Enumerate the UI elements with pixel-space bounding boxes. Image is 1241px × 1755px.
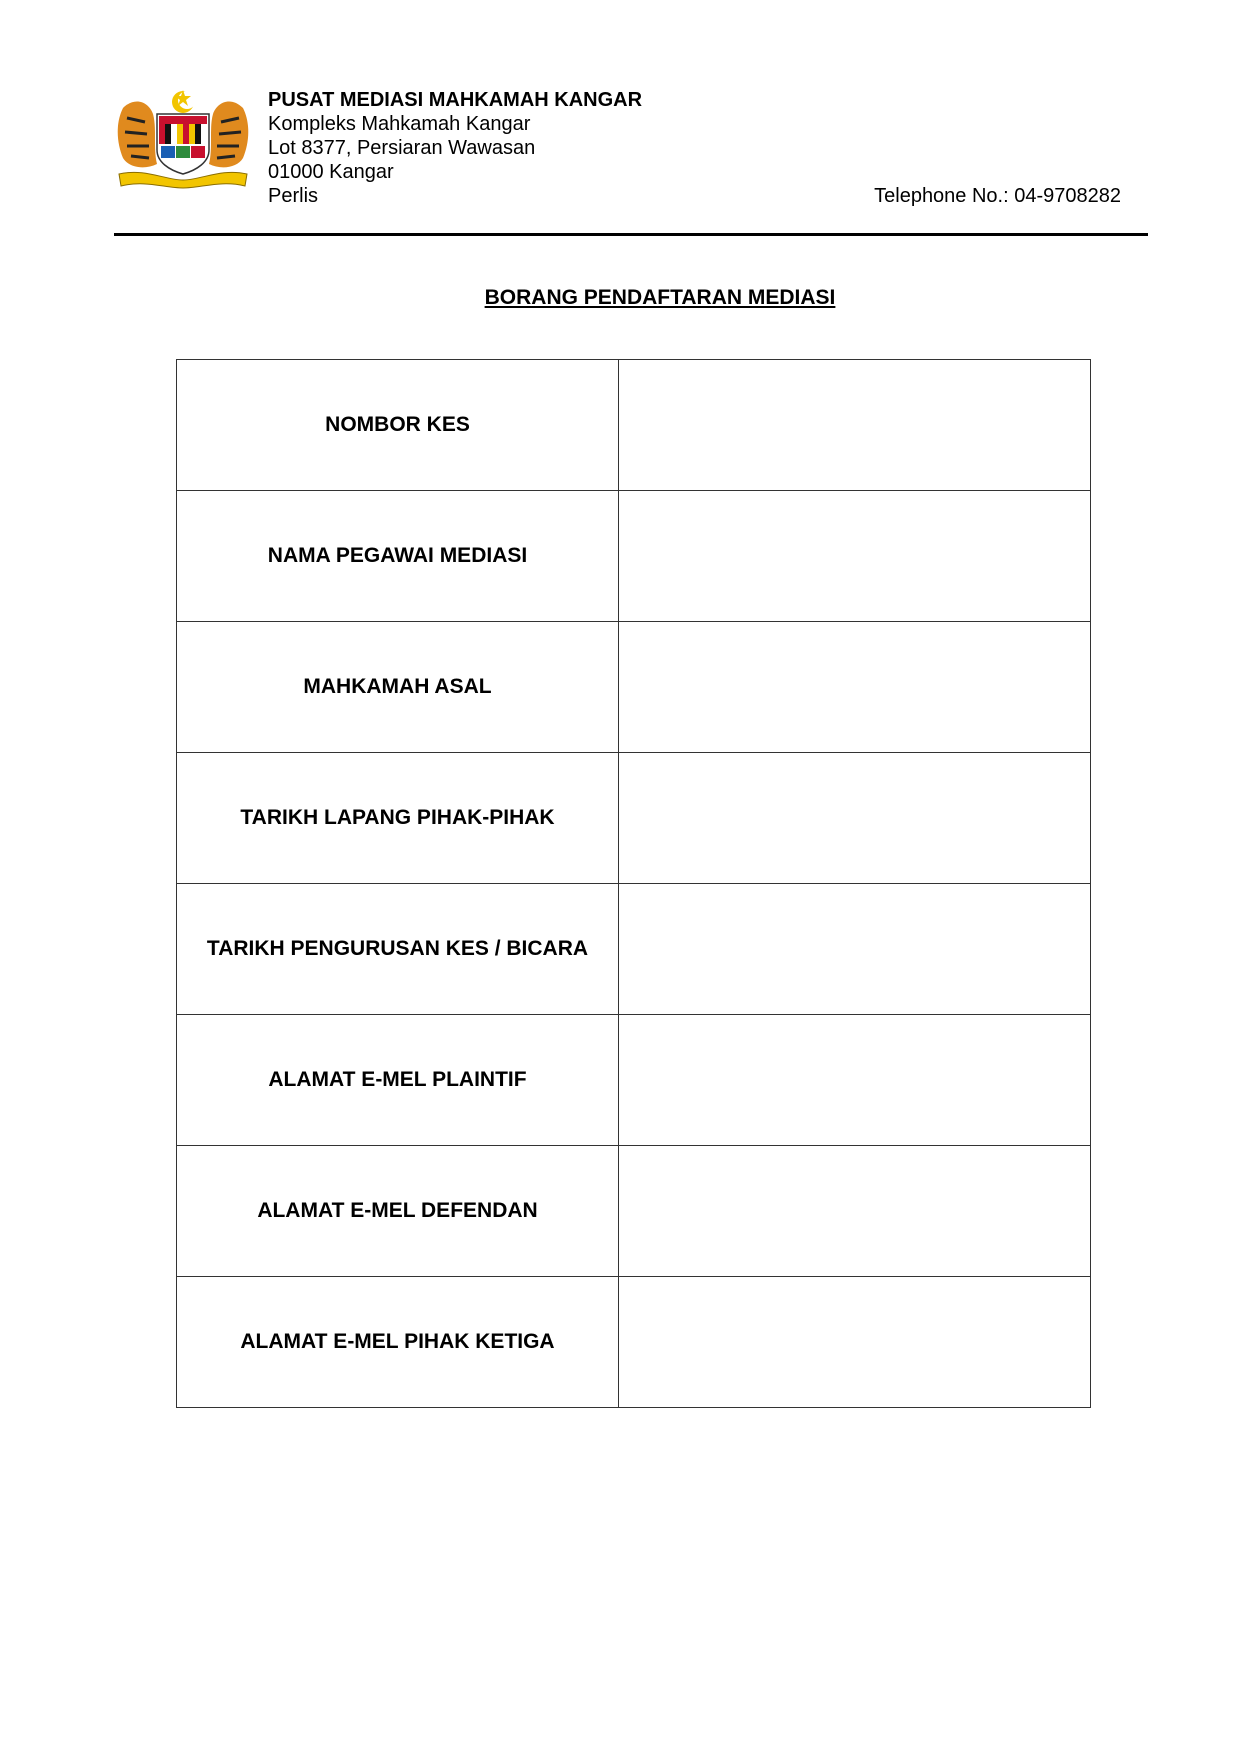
field-value-nama-pegawai-mediasi[interactable] — [619, 491, 1091, 622]
header-divider — [114, 233, 1148, 236]
field-label: NOMBOR KES — [177, 360, 619, 491]
field-label: TARIKH LAPANG PIHAK-PIHAK — [177, 753, 619, 884]
organization-name: PUSAT MEDIASI MAHKAMAH KANGAR — [268, 89, 643, 111]
address-line: Kompleks Mahkamah Kangar — [268, 113, 531, 135]
form-row — [177, 1277, 1091, 1408]
form-row — [177, 1015, 1091, 1146]
malaysia-coat-of-arms-logo — [115, 88, 251, 190]
form-row — [177, 753, 1091, 884]
telephone-number: Telephone No.: 04-9708282 — [874, 185, 1121, 207]
field-value-emel-plaintif[interactable] — [619, 1015, 1091, 1146]
field-value-tarikh-lapang[interactable] — [619, 753, 1091, 884]
form-title: BORANG PENDAFTARAN MEDIASI — [484, 286, 836, 309]
organization-address-block — [268, 88, 642, 208]
form-row — [177, 884, 1091, 1015]
registration-form-table — [176, 359, 1091, 1408]
field-value-emel-defendan[interactable] — [619, 1146, 1091, 1277]
field-label: NAMA PEGAWAI MEDIASI — [177, 491, 619, 622]
address-line: 01000 Kangar — [268, 161, 394, 183]
field-label: ALAMAT E-MEL PIHAK KETIGA — [177, 1277, 619, 1408]
field-label: MAHKAMAH ASAL — [177, 622, 619, 753]
field-value-emel-pihak-ketiga[interactable] — [619, 1277, 1091, 1408]
form-row — [177, 360, 1091, 491]
address-line: Perlis — [268, 185, 319, 207]
field-label: ALAMAT E-MEL PLAINTIF — [177, 1015, 619, 1146]
field-value-tarikh-pengurusan-kes[interactable] — [619, 884, 1091, 1015]
field-label: TARIKH PENGURUSAN KES / BICARA — [177, 884, 619, 1015]
field-label: ALAMAT E-MEL DEFENDAN — [177, 1146, 619, 1277]
address-line: Lot 8377, Persiaran Wawasan — [268, 137, 536, 159]
form-row — [177, 622, 1091, 753]
field-value-nombor-kes[interactable] — [619, 360, 1091, 491]
form-row — [177, 1146, 1091, 1277]
field-value-mahkamah-asal[interactable] — [619, 622, 1091, 753]
form-row — [177, 491, 1091, 622]
